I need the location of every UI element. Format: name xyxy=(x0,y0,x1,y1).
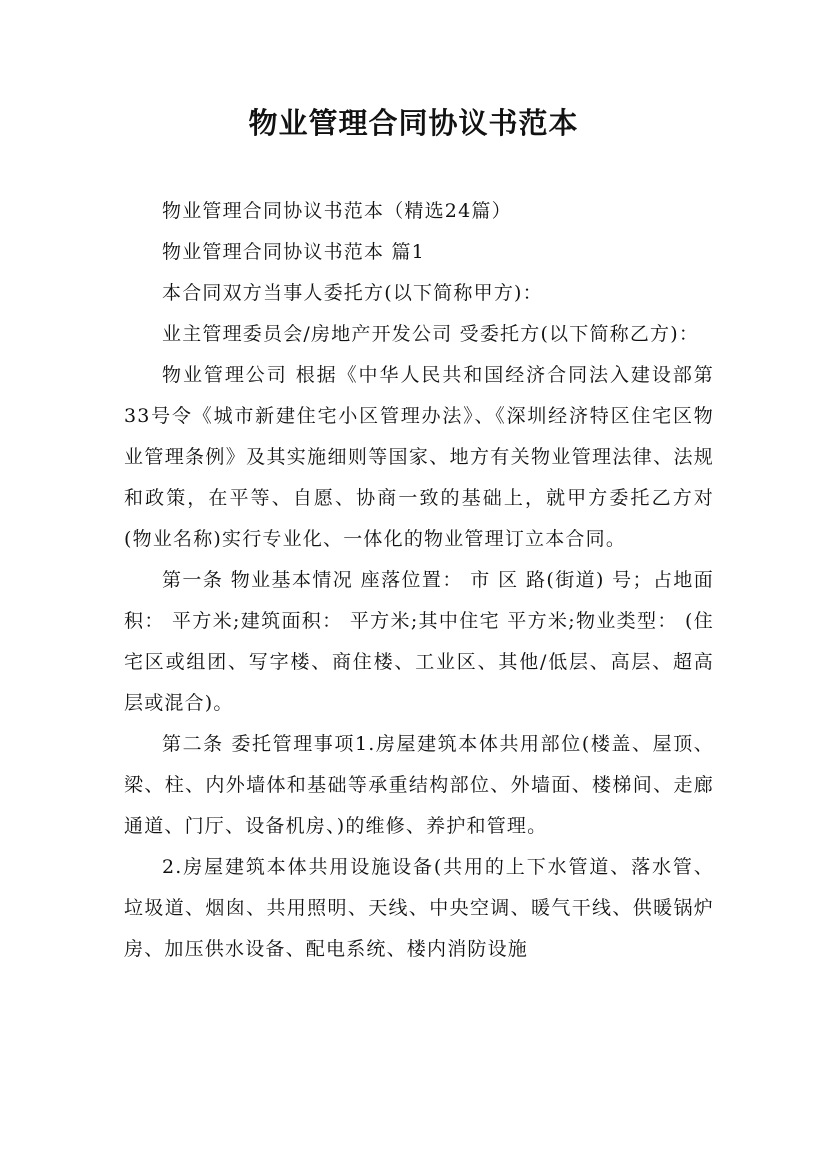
party-a-paragraph: 本合同双方当事人委托方(以下简称甲方)： xyxy=(162,282,543,304)
party-b-paragraph: 业主管理委员会/房地产开发公司 受委托方(以下简称乙方)： xyxy=(162,323,700,345)
item-two-paragraph: 2.房屋建筑本体共用设施设备(共用的上下水管道、落水管、垃圾道、烟囱、共用照明、天线、中央空调、暖气干线、供暖锅炉房、加压供水设备、配电系统、楼内消防设施 xyxy=(124,856,714,960)
subtitle-paragraph: 物业管理合同协议书范本（精选24篇） xyxy=(162,200,512,222)
preamble-paragraph: 物业管理公司 根据《中华人民共和国经济合同法入建设部第33号令《城市新建住宅小区管理办法》、《深圳经济特区住宅区物业管理条例》及其实施细则等国家、地方有关物业管理法律、法规和政策，在平等、自愿、协商一致的基础上，就甲方委托乙方对(物业名称)实行专业化、一体化的物业管理订立本合同。 xyxy=(124,364,714,550)
document-title: 物业管理合同协议书范本 xyxy=(248,106,579,140)
document-body xyxy=(124,191,714,970)
section-heading-paragraph: 物业管理合同协议书范本 篇1 xyxy=(162,241,425,263)
article-one-paragraph: 第一条 物业基本情况 座落位置： 市 区 路(街道) 号；占地面积： 平方米;建筑面积： 平方米;其中住宅 平方米;物业类型： (住宅区或组团、写字楼、商住楼、工业区、其他/低层、高层、超高层或混合)。 xyxy=(124,569,714,714)
article-two-paragraph: 第二条 委托管理事项1.房屋建筑本体共用部位(楼盖、屋顶、梁、柱、内外墙体和基础等承重结构部位、外墙面、楼梯间、走廊通道、门厅、设备机房、)的维修、养护和管理。 xyxy=(124,733,714,837)
